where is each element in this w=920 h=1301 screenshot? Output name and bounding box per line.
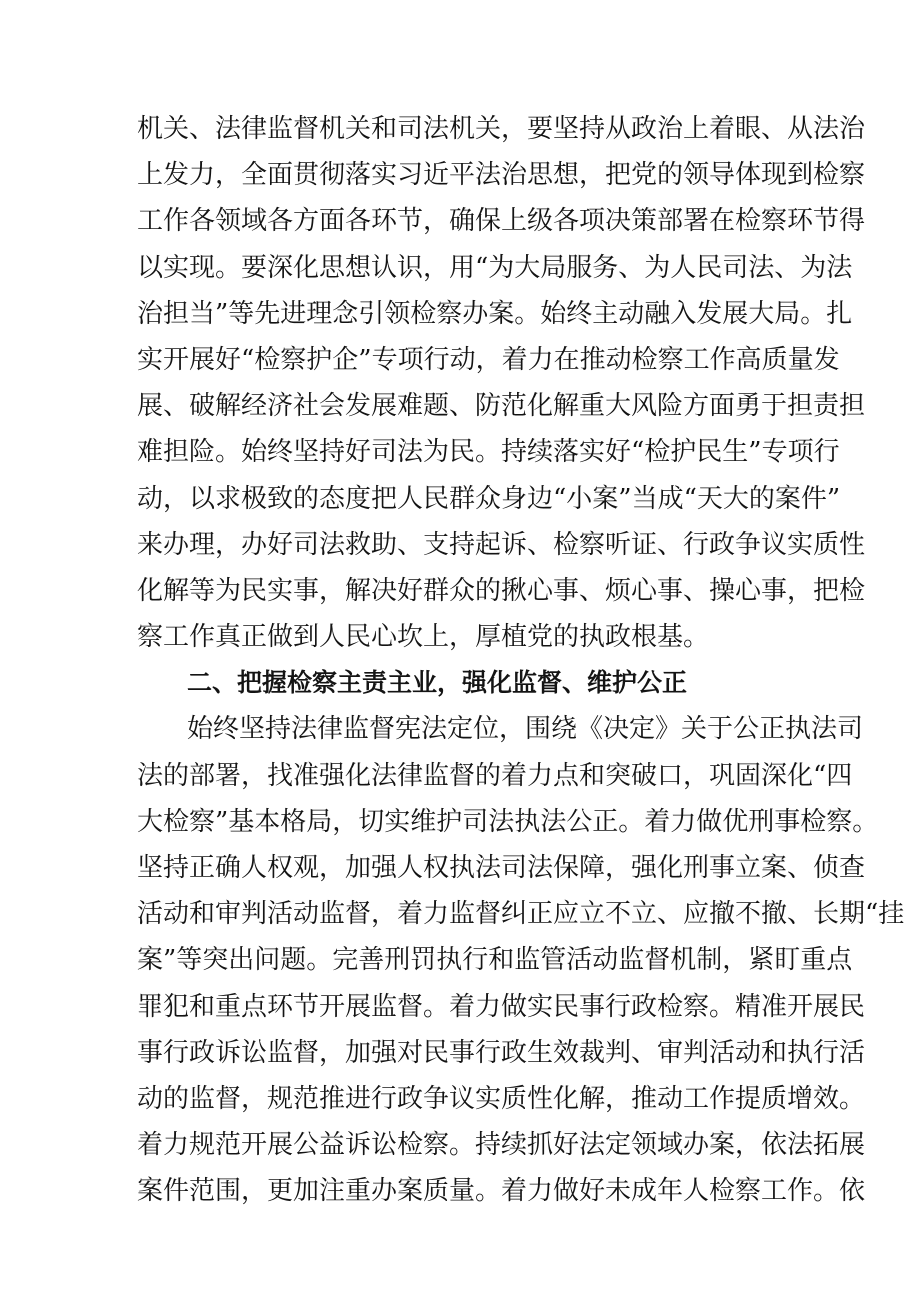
paragraph-line: 上发力，全面贯彻落实习近平法治思想，把党的领导体现到检察 <box>137 160 866 191</box>
paragraph-line: 案”等突出问题。完善刑罚执行和监管活动监督机制，紧盯重点 <box>137 945 853 976</box>
section-heading: 二、把握检察主责主业，强化监督、维护公正 <box>187 668 688 698</box>
paragraph-line: 实开展好“检察护企”专项行动，着力在推动检察工作高质量发 <box>137 344 840 375</box>
paragraph-line: 治担当”等先进理念引领检察办案。始终主动融入发展大局。扎 <box>137 298 853 329</box>
paragraph-line: 坚持正确人权观，加强人权执法司法保障，强化刑事立案、侦查 <box>137 853 866 883</box>
paragraph-line: 动，以求极致的态度把人民群众身边“小案”当成“天大的案件” <box>137 483 841 514</box>
paragraph-line: 察工作真正做到人民心坎上，厚植党的执政根基。 <box>137 622 710 653</box>
paragraph-line: 展、破解经济社会发展难题、防范化解重大风险方面勇于担责担 <box>137 391 866 422</box>
paragraph-line: 着力规范开展公益诉讼检察。持续抓好法定领域办案，依法拓展 <box>137 1130 866 1161</box>
paragraph-line: 大检察”基本格局，切实维护司法执法公正。着力做优刑事检察。 <box>137 806 879 837</box>
paragraph-1 <box>137 106 905 1215</box>
paragraph-line: 以实现。要深化思想认识，用“为大局服务、为人民司法、为法 <box>137 252 853 283</box>
paragraph-line: 来办理，办好司法救助、支持起诉、检察听证、行政争议实质性 <box>137 529 866 560</box>
paragraph-line: 罪犯和重点环节开展监督。着力做实民事行政检察。精准开展民 <box>137 991 866 1022</box>
paragraph-line: 案件范围，更加注重办案质量。着力做好未成年人检察工作。依 <box>137 1176 866 1207</box>
paragraph-line: 始终坚持法律监督宪法定位，围绕《决定》关于公正执法司 <box>187 714 864 745</box>
paragraph-line: 活动和审判活动监督，着力监督纠正应立不立、应撤不撤、长期“挂 <box>137 899 905 930</box>
paragraph-line: 工作各领域各方面各环节，确保上级各项决策部署在检察环节得 <box>137 206 866 237</box>
paragraph-line: 法的部署，找准强化法律监督的着力点和突破口，巩固深化“四 <box>137 760 853 791</box>
paragraph-line: 难担险。始终坚持好司法为民。持续落实好“检护民生”专项行 <box>137 437 840 468</box>
paragraph-line: 化解等为民实事，解决好群众的揪心事、烦心事、操心事，把检 <box>137 575 866 606</box>
paragraph-line: 机关、法律监督机关和司法机关，要坚持从政治上着眼、从法治 <box>137 114 866 144</box>
paragraph-line: 动的监督，规范推进行政争议实质性化解，推动工作提质增效。 <box>137 1083 866 1114</box>
paragraph-line: 事行政诉讼监督，加强对民事行政生效裁判、审判活动和执行活 <box>137 1037 866 1068</box>
